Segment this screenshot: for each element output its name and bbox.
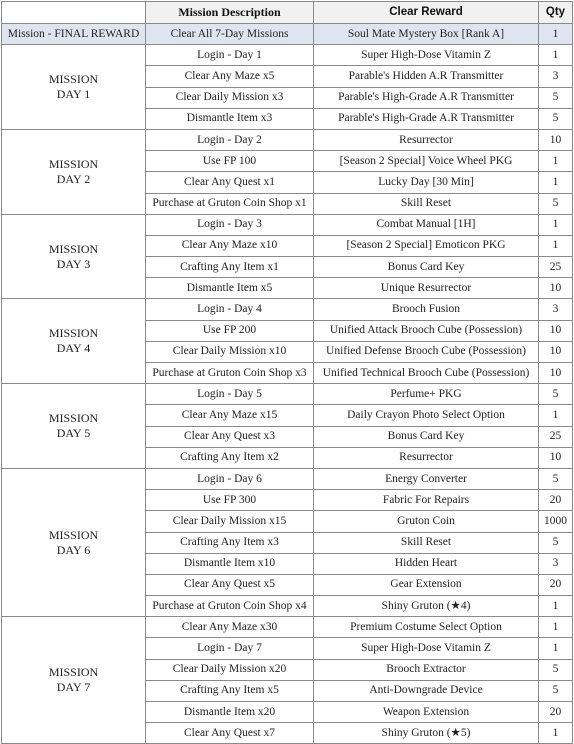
mission-row <box>2 45 573 66</box>
mission-description-cell: Login - Day 4 <box>146 299 314 320</box>
clear-reward-cell: Parable's High-Grade A.R Transmitter <box>314 108 539 129</box>
qty-cell: 5 <box>539 384 573 405</box>
mission-word: MISSION <box>48 326 99 341</box>
clear-reward-cell: Unique Resurrector <box>314 278 539 299</box>
mission-day-label <box>2 45 146 130</box>
mission-description-cell: Login - Day 6 <box>146 468 314 489</box>
mission-day-label <box>2 129 146 214</box>
mission-description-cell: Clear Daily Mission x10 <box>146 341 314 362</box>
day-number: DAY 5 <box>56 426 91 441</box>
qty-cell: 1 <box>539 235 573 256</box>
final-reward-qty: 1 <box>539 24 573 45</box>
mission-description-cell: Crafting Any Item x3 <box>146 532 314 553</box>
qty-cell: 1 <box>539 723 573 744</box>
clear-reward-cell: Parable's Hidden A.R Transmitter <box>314 66 539 87</box>
qty-cell: 3 <box>539 553 573 574</box>
clear-reward-cell: Unified Attack Brooch Cube (Possession) <box>314 320 539 341</box>
mission-description-cell: Dismantle Item x20 <box>146 702 314 723</box>
clear-reward-cell: Brooch Extractor <box>314 659 539 680</box>
mission-row <box>2 214 573 235</box>
qty-cell: 25 <box>539 426 573 447</box>
final-reward-item: Soul Mate Mystery Box [Rank A] <box>314 24 539 45</box>
clear-reward-cell: Skill Reset <box>314 532 539 553</box>
mission-word: MISSION <box>48 527 99 542</box>
final-reward-row <box>2 24 573 45</box>
mission-word: MISSION <box>48 241 99 256</box>
clear-reward-cell: Super High-Dose Vitamin Z <box>314 638 539 659</box>
qty-cell: 1 <box>539 214 573 235</box>
header-qty: Qty <box>539 2 573 24</box>
mission-description-cell: Crafting Any Item x1 <box>146 257 314 278</box>
qty-cell: 5 <box>539 108 573 129</box>
mission-description-cell: Clear Daily Mission x3 <box>146 87 314 108</box>
qty-cell: 1 <box>539 617 573 638</box>
qty-cell: 10 <box>539 363 573 384</box>
clear-reward-cell: Premium Costume Select Option <box>314 617 539 638</box>
mission-description-cell: Clear Any Maze x10 <box>146 235 314 256</box>
mission-description-cell: Dismantle Item x10 <box>146 553 314 574</box>
qty-cell: 5 <box>539 468 573 489</box>
day-number: DAY 1 <box>56 87 91 102</box>
mission-description-cell: Use FP 100 <box>146 151 314 172</box>
clear-reward-cell: [Season 2 Special] Voice Wheel PKG <box>314 151 539 172</box>
mission-day-label <box>2 214 146 299</box>
mission-row <box>2 384 573 405</box>
header-blank <box>2 2 146 24</box>
qty-cell: 10 <box>539 447 573 468</box>
clear-reward-cell: Skill Reset <box>314 193 539 214</box>
clear-reward-cell: Unified Technical Brooch Cube (Possession) <box>314 363 539 384</box>
clear-reward-cell: Unified Defense Brooch Cube (Possession) <box>314 341 539 362</box>
final-reward-description: Clear All 7-Day Missions <box>146 24 314 45</box>
day-number: DAY 6 <box>56 542 91 557</box>
clear-reward-cell: Hidden Heart <box>314 553 539 574</box>
qty-cell: 1 <box>539 151 573 172</box>
mission-day-label <box>2 384 146 469</box>
clear-reward-cell: Combat Manual [1H] <box>314 214 539 235</box>
clear-reward-cell: Resurrector <box>314 129 539 150</box>
final-reward-label: Mission - FINAL REWARD <box>2 24 146 45</box>
mission-description-cell: Use FP 200 <box>146 320 314 341</box>
clear-reward-cell: Super High-Dose Vitamin Z <box>314 45 539 66</box>
mission-row <box>2 468 573 489</box>
mission-description-cell: Purchase at Gruton Coin Shop x4 <box>146 596 314 617</box>
qty-cell: 3 <box>539 66 573 87</box>
qty-cell: 5 <box>539 193 573 214</box>
qty-cell: 20 <box>539 702 573 723</box>
mission-row <box>2 617 573 638</box>
clear-reward-cell: Resurrector <box>314 447 539 468</box>
clear-reward-cell: Weapon Extension <box>314 702 539 723</box>
mission-description-cell: Login - Day 5 <box>146 384 314 405</box>
mission-description-cell: Clear Any Maze x5 <box>146 66 314 87</box>
qty-cell: 1 <box>539 638 573 659</box>
qty-cell: 1 <box>539 596 573 617</box>
header-row <box>2 2 573 24</box>
clear-reward-cell: Bonus Card Key <box>314 257 539 278</box>
mission-day-label <box>2 617 146 744</box>
mission-row <box>2 299 573 320</box>
clear-reward-cell: Lucky Day [30 Min] <box>314 172 539 193</box>
mission-word: MISSION <box>48 411 99 426</box>
day-number: DAY 7 <box>56 680 91 695</box>
qty-cell: 5 <box>539 659 573 680</box>
mission-day-label <box>2 299 146 384</box>
mission-description-cell: Clear Any Quest x7 <box>146 723 314 744</box>
mission-description-cell: Purchase at Gruton Coin Shop x1 <box>146 193 314 214</box>
qty-cell: 10 <box>539 129 573 150</box>
mission-description-cell: Login - Day 1 <box>146 45 314 66</box>
qty-cell: 1 <box>539 405 573 426</box>
mission-day-label <box>2 468 146 616</box>
qty-cell: 3 <box>539 299 573 320</box>
qty-cell: 1 <box>539 172 573 193</box>
mission-description-cell: Clear Any Quest x1 <box>146 172 314 193</box>
header-mission-description: Mission Description <box>146 2 314 24</box>
qty-cell: 25 <box>539 257 573 278</box>
mission-word: MISSION <box>48 72 99 87</box>
qty-cell: 10 <box>539 320 573 341</box>
mission-word: MISSION <box>48 156 99 171</box>
mission-description-cell: Clear Daily Mission x20 <box>146 659 314 680</box>
mission-description-cell: Purchase at Gruton Coin Shop x3 <box>146 363 314 384</box>
qty-cell: 1000 <box>539 511 573 532</box>
clear-reward-cell: Perfume+ PKG <box>314 384 539 405</box>
mission-description-cell: Login - Day 2 <box>146 129 314 150</box>
qty-cell: 1 <box>539 45 573 66</box>
qty-cell: 20 <box>539 574 573 595</box>
clear-reward-cell: Brooch Fusion <box>314 299 539 320</box>
clear-reward-cell: Shiny Gruton (★5) <box>314 723 539 744</box>
mission-description-cell: Clear Daily Mission x15 <box>146 511 314 532</box>
qty-cell: 5 <box>539 680 573 701</box>
mission-description-cell: Clear Any Maze x15 <box>146 405 314 426</box>
mission-description-cell: Crafting Any Item x5 <box>146 680 314 701</box>
mission-description-cell: Login - Day 7 <box>146 638 314 659</box>
clear-reward-cell: Shiny Gruton (★4) <box>314 596 539 617</box>
mission-description-cell: Crafting Any Item x2 <box>146 447 314 468</box>
qty-cell: 20 <box>539 490 573 511</box>
qty-cell: 5 <box>539 87 573 108</box>
clear-reward-cell: Gear Extension <box>314 574 539 595</box>
mission-reward-table <box>1 1 573 744</box>
mission-description-cell: Use FP 300 <box>146 490 314 511</box>
mission-description-cell: Login - Day 3 <box>146 214 314 235</box>
clear-reward-cell: Energy Converter <box>314 468 539 489</box>
qty-cell: 10 <box>539 278 573 299</box>
clear-reward-cell: [Season 2 Special] Emoticon PKG <box>314 235 539 256</box>
qty-cell: 10 <box>539 341 573 362</box>
mission-row <box>2 129 573 150</box>
header-clear-reward: Clear Reward <box>314 2 539 24</box>
mission-description-cell: Dismantle Item x3 <box>146 108 314 129</box>
mission-description-cell: Dismantle Item x5 <box>146 278 314 299</box>
mission-description-cell: Clear Any Maze x30 <box>146 617 314 638</box>
clear-reward-cell: Gruton Coin <box>314 511 539 532</box>
clear-reward-cell: Parable's High-Grade A.R Transmitter <box>314 87 539 108</box>
mission-description-cell: Clear Any Quest x3 <box>146 426 314 447</box>
clear-reward-cell: Bonus Card Key <box>314 426 539 447</box>
clear-reward-cell: Daily Crayon Photo Select Option <box>314 405 539 426</box>
day-number: DAY 2 <box>56 171 91 186</box>
day-number: DAY 4 <box>56 341 91 356</box>
mission-word: MISSION <box>48 665 99 680</box>
clear-reward-cell: Anti-Downgrade Device <box>314 680 539 701</box>
qty-cell: 5 <box>539 532 573 553</box>
day-number: DAY 3 <box>56 256 91 271</box>
mission-description-cell: Clear Any Quest x5 <box>146 574 314 595</box>
clear-reward-cell: Fabric For Repairs <box>314 490 539 511</box>
